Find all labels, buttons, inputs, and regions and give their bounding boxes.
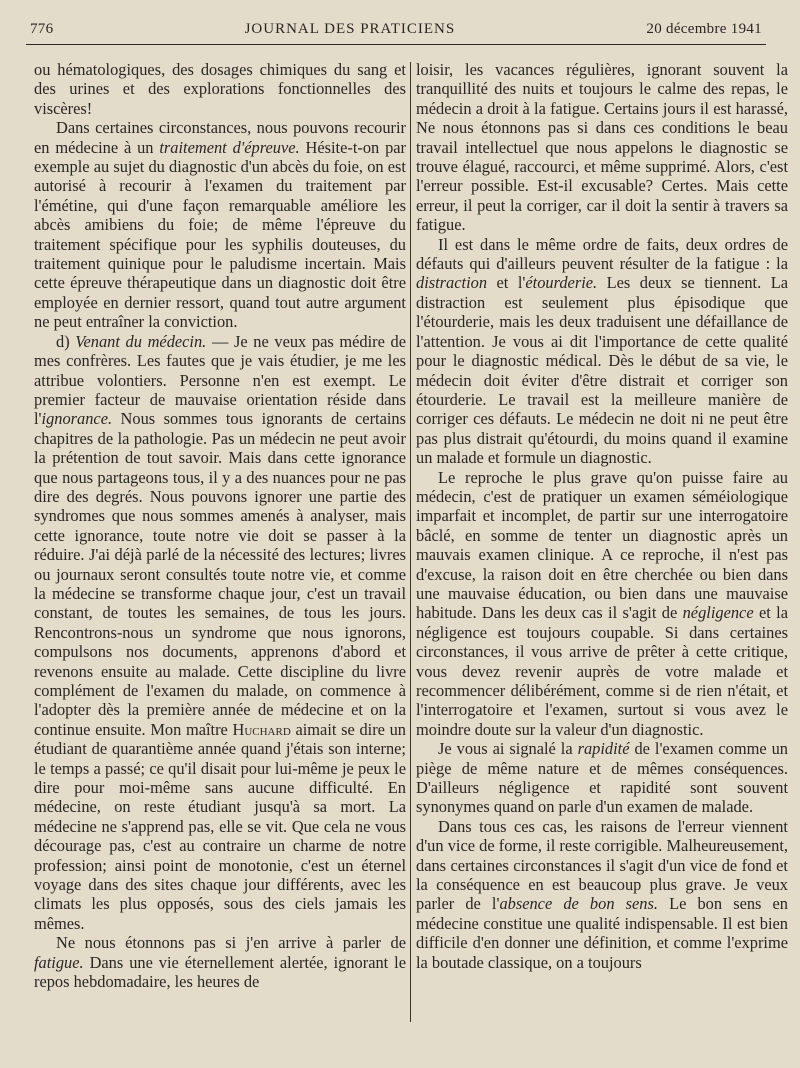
italic-phrase: distraction bbox=[416, 273, 488, 293]
text-run: Je vous ai signalé la bbox=[438, 739, 578, 759]
column-divider bbox=[410, 62, 411, 1022]
left-paragraph bbox=[34, 332, 406, 934]
right-column bbox=[416, 60, 788, 1060]
right-paragraph bbox=[416, 468, 788, 740]
text-run: Le bon sens en médecine constitue une qualité indispensable. Il est bien difficile d'en donner une définition, et comme l'exprime la boutade classique, on a toujours bbox=[416, 894, 788, 972]
text-run: Dans une vie éternellement alertée, ignorant le repos hebdomadaire, les heures de bbox=[34, 952, 406, 992]
text-run: et la négligence est toujours coupable. Si dans certaines circonstances, il vous arrive de prêter à cette critique, vous devez revenir auprès de votre malade et recommencer délibérément, comme si de rien n'était, et l'interrogatoire et l'examen, surtout si vous avez le moindre doute sur la valeur d'un diagnostic. bbox=[416, 603, 788, 739]
right-paragraph bbox=[416, 739, 788, 817]
text-run: Nous sommes tous ignorants de certains chapitres de la pathologie. Pas un médecin ne peut avoir la prétention de tout savoir. Mais dans cette ignorance que nous partageons tous, il y a des nuances pour ne pas dire des degrés. Nous pouvons ignorer une partie des syndromes que nous sommes amenés à analyser, mais cette ignorance, toute notre vie doit se passer à la réduire. J'ai déjà parlé de la nécessité des lectures; livres ou journaux seront consultés toute notre vie, et comme la médecine se transforme chaque jour, c'est un travail constant, de toutes les semaines, de tous les jours. Rencontrons-nous un syndrome que nous ignorons, compulsons nos documents, apprenons d'abord et revenons ensuite au malade. Cette discipline du livre complément de l'examen du malade, on commence à l'adopter dès la première année de médecine et on la continue ensuite. Mon maître bbox=[34, 409, 406, 739]
left-paragraph bbox=[34, 118, 406, 331]
header-rule bbox=[26, 44, 766, 45]
text-run: Ne nous étonnons pas si j'en arrive à parler de bbox=[56, 933, 406, 953]
text-run: Le reproche le plus grave qu'on puisse faire au médecin, c'est de pratiquer un examen séméiologique imparfait et incomplet, de partir sur une interrogatoire bâclé, en somme de tenter un diagnostic après un mauvais examen clinique. A ce reproche, il n'est pas d'excuse, la raison doit en être cherchée ou bien dans une mauvaise éducation, ou bien dans une mauvaise habitude. Dans les deux cas il s'agit de bbox=[416, 467, 788, 623]
italic-phrase: négligence bbox=[682, 603, 754, 623]
text-run: Hésite-t-on par exemple au sujet du diagnostic d'un abcès du foie, on est autorisé à recourir à l'examen du traitement par l'émétine, qui d'une façon remarquable améliore les abcès amibiens du foie; de même l'épreuve du traitement spécifique pour les syphilis douteuses, du traitement quinique pour le paludisme incertain. Mais cette épreuve thérapeutique dans un diagnostic doit être employée en dernier ressort, quand tout autre argument ne peut entraîner la conviction. bbox=[34, 137, 406, 332]
left-paragraph bbox=[34, 933, 406, 991]
italic-phrase: Venant du médecin. bbox=[75, 331, 207, 351]
right-paragraph bbox=[416, 817, 788, 972]
text-run: Il est dans le même ordre de faits, deux ordres de défauts qui d'ailleurs peuvent résulter de la fatigue : la bbox=[416, 234, 788, 274]
text-run: de l'examen comme un piège de même nature et de mêmes conséquences. D'ailleurs négligence et rapidité sont souvent synonymes quand on parle d'un examen de malade. bbox=[416, 739, 788, 817]
italic-phrase: rapidité bbox=[577, 739, 630, 759]
text-run: aimait se dire un étudiant de quarantième année quand j'étais son interne; le temps a passé; ce qu'il disait pour lui-même je peux le dire pour moi-même sans aucune difficulté. En médecine, on reste étudiant jusqu'à sa mort. La médecine ne s'apprend pas, elle se vit. Que cela ne vous décourage pas, c'est au contraire un charme de notre profession; ainsi point de monotonie, c'est un éternel voyage dans des sites chaque jour différents, avec les climats les plus opposés, sous des ciels jamais les mêmes. bbox=[34, 719, 406, 933]
text-run: Les deux se tiennent. La distraction est seulement plus épisodique que l'étourderie, mais les deux traduisent une défaillance de l'attention. Je vous ai dit l'importance de cette qualité pour le diagnostic médical. Dès le début de sa vie, le médecin doit éviter d'être distrait et corriger son étourderie. Le travail est la meilleure manière de corriger ces défauts. Le médecin ne doit ni ne peut être pas plus distrait qu'étourdi, du moins quand il examine un malade et formule un diagnostic. bbox=[416, 273, 788, 468]
journal-title: JOURNAL DES PRATICIENS bbox=[244, 20, 456, 37]
left-paragraph: ou hématologiques, des dosages chimiques du sang et des urines et des explorations fonctionnelles des viscères! bbox=[34, 60, 406, 118]
page-number: 776 bbox=[30, 20, 54, 37]
italic-phrase: ignorance. bbox=[41, 409, 113, 429]
text-run: d) bbox=[56, 331, 76, 351]
text-run: Dans tous ces cas, les raisons de l'erreur viennent d'un vice de forme, il reste corrigible. Malheureusement, dans certaines circonstances il s'agit d'un vice de fond et la conséquence en est beaucoup plus grave. Je veux parler de l' bbox=[416, 816, 788, 914]
right-paragraph bbox=[416, 235, 788, 468]
italic-phrase: absence de bon sens. bbox=[499, 894, 658, 914]
text-run: et l' bbox=[487, 273, 526, 293]
text-run: Dans certaines circonstances, nous pouvons recourir en médecine à un bbox=[34, 118, 406, 157]
running-header bbox=[30, 16, 762, 42]
issue-date: 20 décembre 1941 bbox=[646, 20, 762, 37]
left-column bbox=[34, 60, 406, 1060]
author-name: Huchard bbox=[232, 719, 291, 739]
italic-phrase: étourderie. bbox=[525, 273, 598, 293]
right-paragraph: loisir, les vacances régulières, ignorant souvent la tranquillité des nuits et toujours le calme des repas, le médecin a droit à la fatigue. Certains jours il est harassé, Ne nous étonnons pas si dans ces conditions le beau travail intellectuel que nous appelons le diagnostic se trouve élagué, raccourci, et même supprimé. Alors, c'est l'erreur possible. Est-il excusable? Certes. Mais cette erreur, il peut la corriger, car il doit la sentir à travers sa fatigue. bbox=[416, 60, 788, 235]
italic-phrase: fatigue. bbox=[34, 952, 84, 972]
text-run: — Je ne veux pas médire de mes confrères. Les fautes que je vais étudier, je me les attribue volontiers. Personne n'en est exempt. Le premier facteur de mauvaise orientation réside dans l' bbox=[34, 331, 406, 429]
italic-phrase: traitement d'épreuve. bbox=[159, 137, 300, 157]
